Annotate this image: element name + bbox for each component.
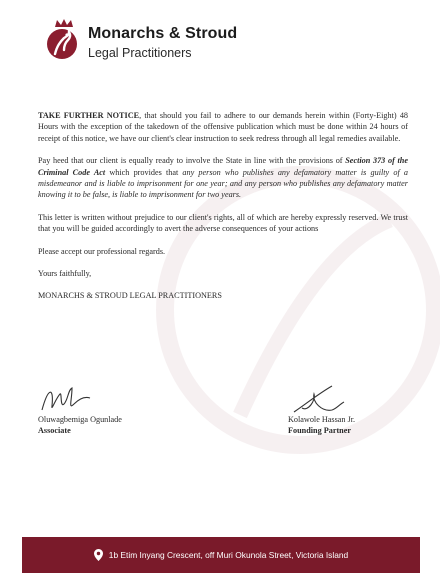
criminal-code-section: Section 373 of the Criminal Code Act [38, 156, 408, 177]
firm-signature-line: MONARCHS & STROUD LEGAL PRACTITIONERS [38, 291, 222, 301]
signature-scribble-left [38, 382, 98, 418]
signatory-title: Associate [38, 426, 71, 435]
paragraph-regards: Please accept our professional regards. [38, 246, 166, 256]
criminal-code-quote: any person who publishes any defamatory matter is guilty of a misdemeanor and is liable to imprisonment for one year; and any person who publishes any defamatory matter knowing it to be false, is liable to imprisonment for two years. [38, 167, 408, 200]
firm-logo-icon [42, 18, 82, 62]
location-pin-icon [94, 549, 103, 561]
further-notice-heading: TAKE FURTHER NOTICE [38, 111, 140, 120]
paragraph-further-notice [38, 110, 408, 144]
signatory-name: Kolawole Hassan Jr. [288, 415, 356, 424]
paragraph-criminal-code [38, 155, 408, 201]
letterhead [88, 24, 237, 61]
criminal-code-intro: Pay heed that our client is equally ready to involve the State in line with the provisions of [38, 156, 346, 166]
footer-address-bar [22, 537, 420, 573]
footer-address: 1b Etim Inyang Crescent, off Muri Okunola Street, Victoria Island [108, 550, 349, 560]
closing-salutation: Yours faithfully, [38, 269, 92, 279]
firm-name: Monarchs & Stroud [88, 25, 238, 42]
signatory-associate [38, 382, 188, 446]
letter-body [38, 110, 408, 313]
signature-scribble-right [288, 382, 348, 418]
signatory-name: Oluwagbemiga Ogunlade [38, 415, 122, 424]
further-notice-text: , that should you fail to adhere to our demands herein within (Forty-Eight) 48 Hours with the exception of the takedown of the offensive publication which must be done within 24 hours of receipt of this notice, we have our client's clear instruction to seek redress through all legal remedies available. [38, 111, 409, 143]
paragraph-without-prejudice: This letter is written without prejudice to our client's rights, all of which are hereby expressly reserved. We trust that you will be guided accordingly to avert the adverse consequences of your actions [38, 212, 408, 234]
signatory-title: Founding Partner [288, 426, 352, 435]
signatory-founding-partner [288, 382, 428, 446]
criminal-code-connector: which provides that [105, 167, 183, 177]
firm-subtitle: Legal Practitioners [88, 46, 192, 60]
